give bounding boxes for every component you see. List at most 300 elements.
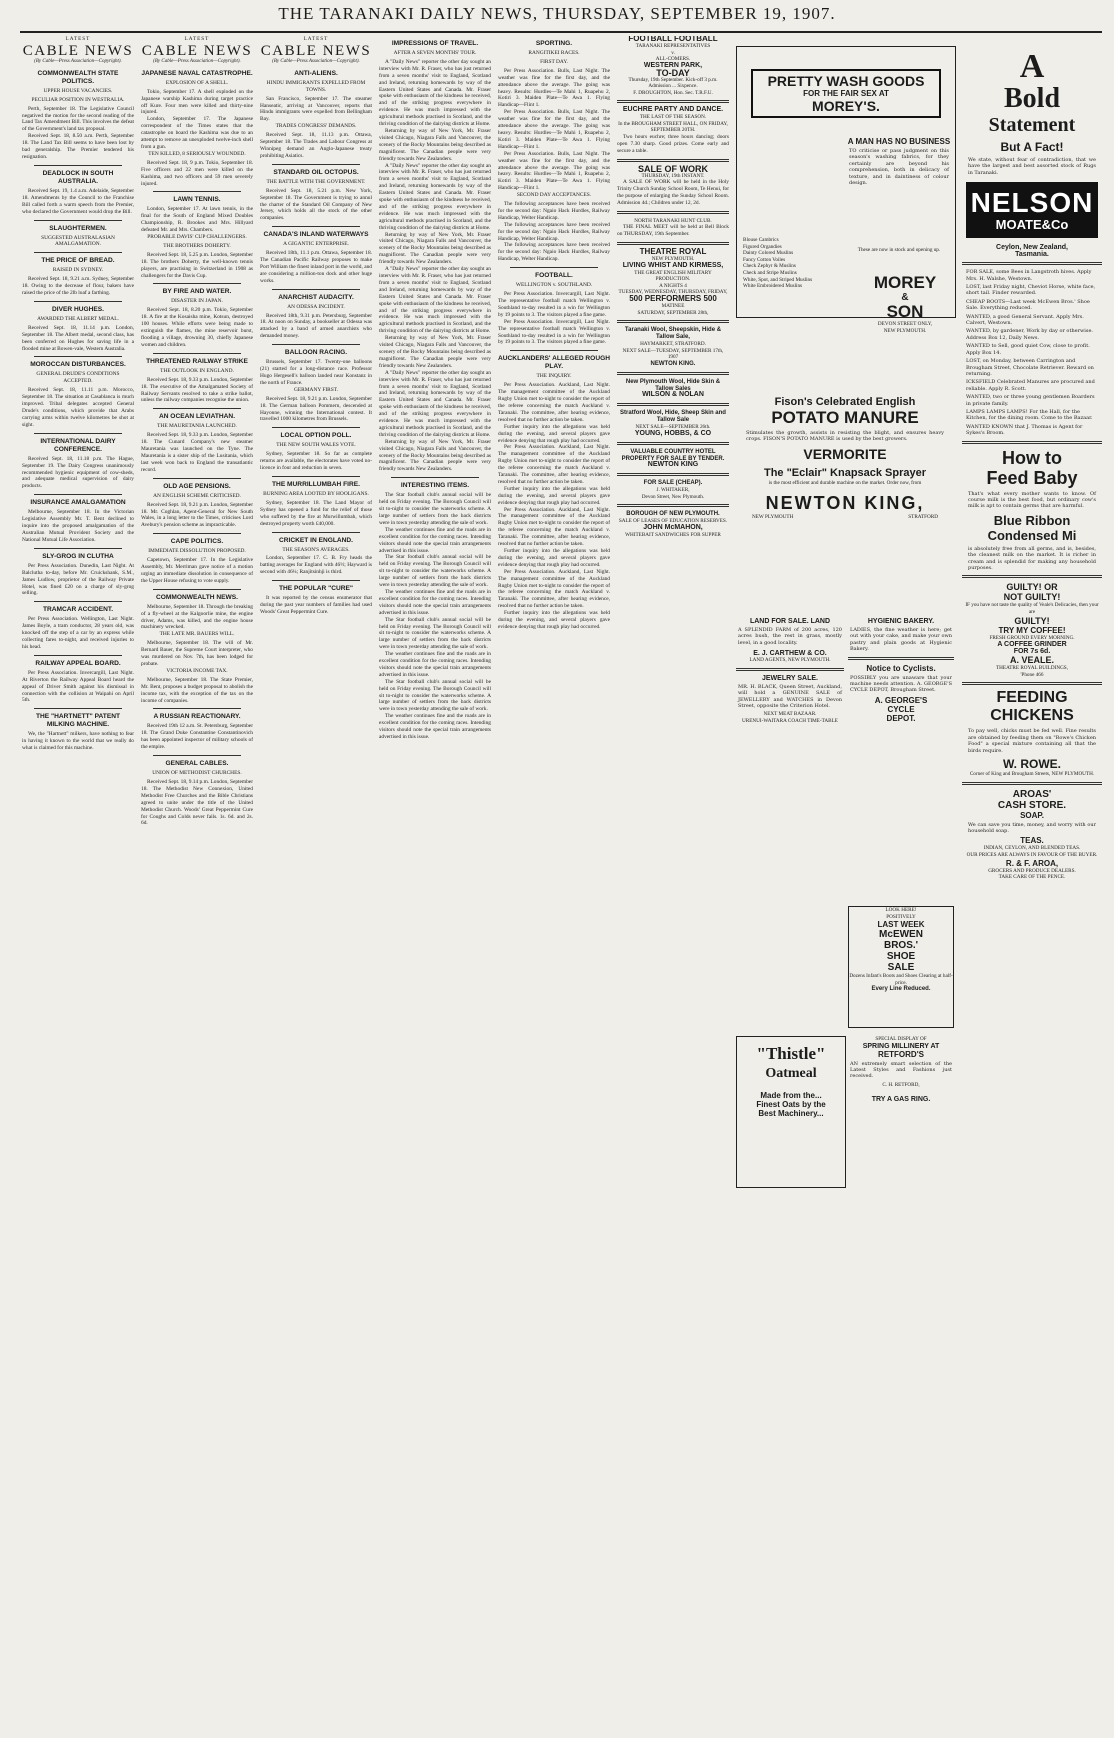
subheadline: AN ENGLISH SCHEME CRITICISED. [153, 492, 241, 499]
divider [736, 668, 844, 671]
cable-head: LATEST [65, 36, 91, 42]
ad-text: Every Line Reduced. [871, 986, 931, 993]
divider [34, 548, 122, 549]
subheadline: UNION OF METHODIST CHURCHES. [152, 770, 242, 777]
article-paragraph: Further inquiry into the allegations was held during the evening, and several players gave evidence denying that rough play had occurred. [498, 423, 610, 444]
headline: COMMONWEALTH STATE POLITICS. [37, 69, 119, 85]
ad-text: LAND FOR SALE. LAND [749, 618, 831, 625]
divider [617, 211, 729, 214]
classified-list [962, 269, 1102, 436]
headline: THREATENED RAILWAY STRIKE [146, 357, 248, 365]
classified-item: LOST, on Monday, between Carrington and Brougham Street, Chocolate Retriever. Reward on returning. [966, 358, 1094, 377]
headline: MOROCCAN DISTURBANCES. [30, 361, 126, 369]
divider [962, 682, 1102, 685]
ad-text: TEAS. [1020, 836, 1044, 846]
classified-item: WANTED, two or three young gentlemen Boarders in private family. [966, 394, 1095, 407]
article-paragraph: The Star football club's annual social will be held on Friday evening. The Borough Council will sit to-night to consider the waterworks scheme. A large number of settlers from the back districts were in town yesterday attending the sale of work. [379, 554, 491, 589]
ad-text: Fison's Celebrated English [774, 396, 916, 408]
ad-text: NOT GUILTY! [1003, 592, 1061, 603]
ad-text: INDIAN, CEYLON, AND BLENDED TEAS. [983, 845, 1081, 852]
article-paragraph: Received Sept. 18, 8.50 a.m. Perth, September 18. The Land Tax Bill seems to have been lost by bad generalship. The Premier tendered his resignation. [22, 133, 134, 160]
ad-text: SALE [887, 962, 915, 974]
article-paragraph: Received Sept. 18, 8.20 p.m. Tokio, September 18. A fire at the Kosaisha mine, Kotsun, destroyed 100 houses. While efforts were being made to extinguish the flames, the mine reservoir burst, flooding a village, drowning 30, chiefly Japanese women and children. [141, 307, 253, 348]
article-paragraph: A "Daily News" reporter the other day sought an interview with Mr. R. Fraser, who has just returned from a seven months' visit to England, Scotland and Ireland, returning homewards by way of the Eastern United States and Canada. Mr. Fraser spoke with enthusiasm of the kindness he received, and of the striking progress everywhere in evidence. He was much impressed with the agricultural methods practised in Scotland, and the thriving condition of the dairying districts at Home. [379, 162, 491, 231]
divider [272, 476, 360, 477]
ad-text: OUR PRICES ARE ALWAYS IN FAVOUR OF THE BUYER. [966, 852, 1098, 858]
ad-man-has [847, 137, 951, 188]
classified-item: WANTED, a good General Servant. Apply Mrs. Calvert, Westown. [966, 313, 1084, 327]
ad-text: URENUI-WAITARA COACH TIME-TABLE [742, 718, 838, 725]
article-paragraph: Capetown, September 17. In the Legislative Assembly, Mr. Merriman gave notice of a motion urging an immediate dissolution in consequence of the Upper House refusing to vote supply. [141, 557, 253, 584]
article-paragraph: Received Sept. 18, 9.21 p.m. London, September 18. The German balloon Pommern, descended at Hayonne, winning the International contest. It travelled 1000 kilometres from Brussels. [260, 395, 372, 423]
headline: COMMONWEALTH NEWS. [156, 593, 238, 601]
divider [153, 755, 241, 756]
headline: CANADA'S INLAND WATERWAYS [263, 231, 369, 239]
masthead-title: THE TARANAKI DAILY NEWS, THURSDAY, SEPTEMBER 19, 1907. [278, 4, 836, 23]
ad-text: McEWEN [879, 929, 923, 941]
ad-pretty-wash-banner [751, 69, 941, 118]
classified-item: WANTED, by gardener, Work by day or otherwise. Address Box 12, Daily News. [966, 328, 1094, 341]
ad-thistle [736, 1036, 846, 1188]
ad-text: VERMORITE [803, 445, 887, 462]
subheadline: THE OUTLOOK IN ENGLAND. [160, 367, 234, 374]
ad-text: Tasmania. [1015, 251, 1049, 259]
ad-text: Ceylon, New Zealand, [996, 244, 1068, 252]
ad-text: THEATRE ROYAL [639, 247, 707, 257]
ad-nelson-banner [966, 182, 1098, 238]
divider [962, 575, 1102, 578]
divider [34, 494, 122, 495]
divider [34, 601, 122, 602]
article-paragraph: Per Press Association. Auckland, Last Night. The management committee of the Auckland Rugby Union met to-night to consider the report of the referee concerning the match Auckland v. Taranaki. The committee, after hearing evidence, resolved that no further action be taken. [498, 382, 610, 423]
article-paragraph: Melbourne, September 18. In the Victorian Legislative Assembly Mr. T. Bent declined to inquire into the proposed amalgamation of the Australian Mutual Provident Society and the National Mutual Life Association. [22, 509, 134, 543]
ad-text: Corner of King and Brougham Streets, NEW PLYMOUTH. [969, 771, 1095, 777]
subheadline: SUGGESTED AUSTRALASIAN AMALGAMATION. [41, 234, 115, 248]
ad-text: NEW PLYMOUTH [752, 514, 794, 521]
ad-text: A. VEALE. [1009, 655, 1054, 666]
article-paragraph: Melbourne, September 18. The State Premier, Mr. Bent, proposes a budget proposal to abolish the income tax, with the exception of the tax on the income of companies. [141, 676, 253, 704]
subheadline: THE BROTHERS DOHERTY. [163, 242, 231, 249]
divider [272, 532, 360, 533]
ad-text: FOR THE FAIR SEX AT [803, 89, 889, 98]
cable-sub: (By Cable—Press Association—Copyright). [272, 58, 360, 64]
headline: RAILWAY APPEAL BOARD. [35, 659, 121, 667]
headline: ANARCHIST AUDACITY. [278, 293, 354, 301]
article-paragraph: London, September 17. C. B. Fry heads the batting averages for England with 46½; Hayward is second with 46¼; Ranjitsinhji is third. [260, 555, 372, 576]
ad-text: SHOE [886, 951, 916, 963]
ad-text: TAKE CARE OF THE PENCE. [998, 874, 1066, 881]
article-paragraph: Returning by way of New York, Mr. Fraser visited Chicago, Niagara Falls and Vancouver, the scenery of the Rocky Mountains being described as magnificent. The Canadian people were very friendly towards New Zealanders. [379, 231, 491, 266]
ad-football-title: FOOTBALL FOOTBALL [628, 36, 718, 43]
classified-item: LAMPS LAMPS LAMPS! For the Hall, for the Kitchen, for the dining room. Come to the Bazaar. [966, 408, 1093, 422]
article-paragraph: Per Press Association. Wellington, Last Night. James Boyle, a tram conductor, 28 years old, was knocked off the step of a car by an express while collecting fares to-night, and received injuries to his head. [22, 616, 134, 650]
headline: JAPANESE NAVAL CATASTROPHE. [141, 69, 253, 77]
article-paragraph: Received Sept. 18, 11.11 p.m. Morocco, September 18. The situation at Casablanca is much improved. Tribal delegates accepted General Drude's conditions, which provide that Arabs carrying arms within twelve kilometres be shot at sight. [22, 387, 134, 428]
ad-paragraph: A SALE OF WORK will be held in the Holy Trinity Church Sunday School Room, Te Henui, for the purpose of enlarging the Sunday School Room. Admission 4d.; Children under 12, 2d. [617, 179, 729, 206]
headline: ANTI-ALIENS. [294, 69, 338, 77]
ad-text: 'Phone 466 [1020, 671, 1044, 678]
article-paragraph: A "Daily News" reporter the other day sought an interview with Mr. R. Fraser, who has just returned from a seven months' visit to England, Scotland and Ireland, returning homewards by way of the Eastern United States and Canada. Mr. Fraser spoke with enthusiasm of the kindness he received, and of the striking progress everywhere in evidence. He was much impressed with the agricultural methods practised in Scotland, and the thriving condition of the dairying districts at Home. [379, 58, 491, 128]
ad-text: is the most efficient and durable machine on the market. Order now, from [768, 479, 922, 486]
ad-paragraph: That's what every mother wants to know. Of course milk is the best food, but ordinary cow's milk is apt to contain germs that are harmful. [968, 490, 1096, 510]
ad-text: A NIGHTS 4 [659, 282, 687, 289]
ad-text: SATURDAY, SEPTEMBER 28th, [637, 309, 709, 316]
ad-text: SALE OF WORK [638, 163, 708, 174]
headline: FOOTBALL. [535, 272, 573, 280]
ad-text: WESTERN PARK, [643, 61, 703, 69]
ad-text: NEXT SALE—TUESDAY, SEPTEMBER 17th, 1907 [622, 347, 724, 361]
subheadline: THE MAURETANIA LAUNCHED. [157, 423, 237, 430]
subheadline: THE LATE MR. BAUERS WILL. [159, 631, 235, 638]
article-paragraph: Returning by way of New York, Mr. Fraser visited Chicago, Niagara Falls and Vancouver, the scenery of the Rocky Mountains being described as magnificent. The Canadian people were very friendly towards New Zealanders. [379, 438, 491, 473]
ad-text: LAST WEEK [877, 920, 925, 930]
divider [34, 252, 122, 253]
ad-text: CYCLE [887, 704, 915, 714]
divider [153, 708, 241, 709]
headline: AN OCEAN LEVIATHAN. [158, 413, 236, 421]
fabric-item: Blouse Cambrics [743, 237, 779, 243]
fabric-item: White Embroidered Muslins [743, 283, 803, 290]
ad-text: How to [1002, 447, 1062, 468]
article-paragraph: A "Daily News" reporter the other day sought an interview with Mr. R. Fraser, who has just returned from a seven months' visit to England, Scotland and Ireland, returning homewards by way of the Eastern United States and Canada. Mr. Fraser spoke with enthusiasm of the kindness he received, and of the striking progress everywhere in evidence. He was much impressed with the agricultural methods practised in Scotland, and the thriving condition of the dairying districts at Home. [379, 369, 491, 438]
cable-title: CABLE NEWS [260, 42, 372, 59]
ad-text: Made from the... [760, 1091, 822, 1100]
ad-retfords [848, 1036, 954, 1103]
divider [510, 267, 598, 268]
article-paragraph: Per Press Association. Dunedin, Last Night. At Balclutha to-day, before Mr. Cruickshank, S.M., James Ludlow, proprietor of the Railway Private Hotel, was fined £20 on a charge of sly-grog selling. [22, 562, 134, 597]
cable-title: CABLE NEWS [22, 42, 134, 59]
classified-item: WANTED to Sell, good quiet Cow, close to profit. Apply Box 14. [966, 343, 1090, 356]
headline: TRAMCAR ACCIDENT. [42, 606, 114, 614]
article-paragraph: Sydney, September 18. So far as complete returns are available, the electorates have voted no-licence in four and reduction in seven. [260, 451, 372, 472]
subheadline: IMMEDIATE DISSOLUTION PROPOSED. [148, 548, 246, 555]
ad-text: AROAS' [1012, 788, 1052, 800]
ad-text: Bold [1003, 83, 1061, 114]
article-paragraph: Per Press Association. Invercargill, Last Night. At Riverton the Railway Appeal Board heard the appeal of Driver Smith against his dismissal in connection with the collision at Waipahi on April 5th. [22, 669, 134, 704]
ad-text: YOUNG, HOBBS, & CO [634, 429, 712, 437]
divider [617, 159, 729, 162]
headline: IMPRESSIONS OF TRAVEL. [391, 40, 479, 47]
headline: DEADLOCK IN SOUTH AUSTRALIA. [42, 169, 114, 185]
ad-text: The "Eclair" Knapsack Sprayer [763, 466, 927, 479]
divider [848, 657, 954, 660]
divider [272, 226, 360, 227]
ad-text: THURSDAY, 19th INSTANT. [641, 172, 705, 179]
article-paragraph: Perth, September 18. The Legislative Council negatived the motion for the second reading of the Land Tax Amendment Bill. This involves the defeat of the Government's land tax proposal. [22, 105, 134, 133]
article-paragraph: San Francisco, September 17. The steamer Hanseatic, arriving at Vancouver, reports that Hindu immigrants were expelled from Bellingham Bay. [260, 95, 372, 123]
divider [153, 353, 241, 354]
ad-text: FRESH GROUND EVERY MORNING. [989, 634, 1075, 641]
ad-text: SPECIAL DISPLAY OF [875, 1036, 927, 1042]
article-paragraph: It was reported by the census enumerator that during the past year numbers of families had used Woods' Great Peppermint Cure. [260, 595, 372, 615]
ad-paragraph: Stimulates the growth, assists in resisting the blight, and ensures heavy crops. FISON'S POTATO MANURE is used by the best growers. [746, 430, 944, 443]
subheadline: A GIGANTIC ENTERPRISE. [283, 241, 349, 248]
subheadline: DISASTER IN JAPAN. [171, 298, 223, 305]
fabric-item: Check Zephyr & Muslins [743, 263, 796, 270]
subheadline: PECULIAR POSITION IN WESTRALIA. [31, 96, 125, 103]
headline: LAWN TENNIS. [173, 196, 221, 204]
ad-text: TRY MY COFFEE! [998, 625, 1066, 635]
headline: INSURANCE AMALGAMATION [30, 499, 126, 507]
article-paragraph: Per Press Association. Auckland, Last Night. The management committee of the Auckland Rugby Union met to-night to consider the report of the referee concerning the match Auckland v. Taranaki. The committee, after hearing evidence, resolved that no further action be taken. [498, 444, 610, 485]
cable-sub: (By Cable—Press Association—Copyright). [34, 58, 122, 64]
ad-text: VALUABLE COUNTRY HOTEL PROPERTY FOR SALE BY TENDER. [621, 448, 725, 462]
ad-text: Notice to Cyclists. [866, 663, 936, 673]
ad-text: GROCERS AND PRODUCE DEALERS. [988, 867, 1076, 874]
headline: SLY-GROG IN CLUTHA [42, 552, 114, 560]
ad-text: A. GEORGE'S [874, 695, 928, 705]
ad-text: IF you have not taste the quality of Veale's Delicacies, then your are [965, 602, 1099, 615]
article-paragraph: Received Sept. 18, 9 p.m. Tokio, September 18. Five officers and 22 men were killed on the Kashima, and two officers and 59 men severely injured. [141, 159, 253, 187]
subheadline: THE INQUIRY. [536, 373, 572, 380]
ad-text: NEXT MEAT BAZAAR. [763, 711, 817, 718]
ad-text: E. J. CARTHEW & CO. [753, 650, 827, 658]
subheadline: AN ODESSA INCIDENT. [287, 303, 345, 310]
divider [391, 477, 479, 478]
headline: THE POPULAR "CURE" [278, 585, 354, 593]
subheadline: THE SEASON'S AVERAGES. [282, 546, 350, 553]
divider [272, 427, 360, 428]
divider [153, 408, 241, 409]
article-paragraph: Melbourne, September 18. The will of Mr. Bernard Bauer, the Supreme Court interpreter, who was murdered on Nov. 7th, has been lodged for probate. [141, 640, 253, 667]
article-paragraph: Per Press Association. Invercargill, Last Night. The representative football match Wellington v. Southland to-day resulted in a win for Wellington by 19 points to 3. The visitors played a fine game. [498, 291, 610, 318]
subheadline: EXPLOSION OF A SHELL. [165, 79, 229, 86]
ad-text: Dozens Infant's Boots and Shoes Clearing at half-price. [849, 973, 953, 986]
divider [34, 220, 122, 221]
article-paragraph: Received Sept. 18, 9.21 p.m. London, September 18. Mr. Coghlan, Agent-General for New South Wales, in a long letter to the Times, criticises Lord Avebury's pension scheme as impracticable. [141, 501, 253, 529]
ad-text: FOR SALE (CHEAP). [643, 480, 703, 487]
article-paragraph: Received 19th 12 a.m. St. Petersburg, September 18. The Grand Duke Constantine Constantinovich has been appointed inspector of military schools of the empire. [141, 723, 253, 751]
column-8-ads [962, 36, 1102, 1738]
headline: DIVER HUGHES. [51, 305, 105, 313]
ad-text: TARANAKI REPRESENTATIVES [635, 42, 711, 49]
ad-text: DEVON STREET ONLY, [877, 321, 933, 327]
subheadline: TEN KILLED, 8 SERIOUSLY WOUNDED. [148, 150, 246, 157]
divider [272, 164, 360, 165]
article-paragraph: Further inquiry into the allegations was held during the evening, and several players gave evidence denying that rough play had occurred. [498, 610, 610, 630]
subheadline: TRADES CONGRESS' DEMANDS. [275, 123, 357, 130]
column-3 [260, 36, 372, 1738]
cable-head: LATEST [303, 36, 329, 42]
ad-paragraph: LADIES, the fine weather is here; get out with your cake, and make your own pastry and plain goods at Hygienic Bakery. [850, 627, 952, 653]
ad-text: NEXT SALE—SEPTEMBER 26th. [635, 424, 711, 431]
ad-paragraph: MR. H. BLACK, Queen Street, Auckland, will hold a GENUINE SALE of JEWELLERY and WATCHES in Devon Street, opposite the Criterion Hotel. [738, 683, 842, 710]
ad-text: Admission ... Sixpence. [648, 83, 698, 90]
headline: CRICKET IN ENGLAND. [279, 536, 353, 544]
masthead-rule [20, 31, 1102, 33]
divider [34, 301, 122, 302]
subheadline: GERMANY FIRST. [293, 386, 339, 393]
ad-text: Thursday, 19th September. Kick-off 3 p.m. [628, 76, 718, 83]
divider [617, 442, 729, 445]
ad-text: SPRING MILLINERY AT [862, 1042, 940, 1050]
subheadline: GENERAL DRUDE'S CONDITIONS ACCEPTED. [36, 371, 120, 385]
divider [617, 320, 729, 323]
fabric-item: Fancy Cotton Voiles [743, 256, 786, 263]
ad-text: NEWTON KING, [765, 493, 925, 514]
divider [34, 433, 122, 434]
divider [962, 262, 1102, 265]
article-paragraph: Sydney, September 18. The Land Mayor of Sydney has opened a fund for the relief of those who suffered by the fire at Murwillumbah, which destroyed property worth £40,000. [260, 499, 372, 527]
ad-text: TUESDAY, WEDNESDAY, THURSDAY, FRIDAY, [618, 289, 728, 296]
ad-text: HYGIENIC BAKERY. [867, 618, 935, 625]
divider [153, 478, 241, 479]
ad-text: FOR 7s 6d. [1013, 648, 1051, 656]
ad-text: C. H. RETFORD, [882, 1081, 920, 1088]
ad-text: PRETTY WASH GOODS [767, 73, 925, 89]
divider [34, 655, 122, 656]
ad-text: THE GREAT ENGLISH MILITARY PRODUCTION. [634, 269, 712, 283]
ad-text: GUILTY! [1014, 615, 1050, 626]
article-paragraph: Received Sept. 18, 5.21 p.m. New York, September 18. The Government is trying to annul the charter of the Standard Oil Company of New Jersey, which holds all the stock of the other companies. [260, 187, 372, 222]
headline: SLAUGHTERMEN. [49, 224, 107, 232]
article-paragraph: London, September 17. At lawn tennis, in the final for the South of England Mixed Doubles Championship, R. Brookes and Mrs. Hillyard defeated Mr. and Mrs. Chambers. [141, 206, 253, 234]
fabric-item: Figured Organdies [743, 243, 782, 250]
article-paragraph: Further inquiry into the allegations was held during the evening, and several players gave evidence denying that rough play had occurred. [498, 485, 610, 506]
ad-text: MATINEE [661, 302, 685, 309]
ad-text: 500 PERFORMERS 500 [629, 294, 717, 303]
article-paragraph: Received Sept. 18, 9.33 p.m. London, September 18. The Cunard Company's new steamer Mauretania was launched on the Tyne. The Mauretania is a sister ship of the Lusitania, which last week won back to England the transatlantic record. [141, 432, 253, 473]
ad-paragraph: AN extremely smart selection of the Latest Styles and Fashions just received. [850, 1060, 952, 1080]
classified-item: FOR SALE, some Bees in Langstroth hives. Apply Mrs. H. Walshe, Westown. [966, 269, 1092, 282]
cable-head: LATEST [184, 36, 210, 42]
subheadline: RANGITIKEI RACES. [528, 50, 580, 56]
fabric-item: White, Spot, and Striped Muslins [743, 276, 813, 283]
column-1 [22, 36, 134, 1738]
ad-paragraph: To pay well, chicks must be fed well. Fine results are obtained by feeding them on "Rowe's Chicken Food" a special mixture containing all that the birds require. [968, 728, 1096, 754]
subheadline: UPPER HOUSE VACANCIES. [43, 87, 113, 94]
ad-text: DEPOT. [886, 713, 916, 723]
divider [617, 504, 729, 507]
headline: CAPE POLITICS. [170, 538, 224, 546]
ad-text: SON [886, 302, 924, 321]
divider [272, 344, 360, 345]
divider [153, 191, 241, 192]
divider [617, 242, 729, 245]
ad-text: W. ROWE. [1003, 757, 1061, 771]
ad-text: A MAN HAS NO BUSINESS [847, 137, 951, 146]
ad-text: WILSON & NOLAN [642, 391, 704, 399]
headline: SPORTING. [535, 40, 573, 47]
cable-title: CABLE NEWS [141, 42, 253, 59]
article-paragraph: Brussels, September 17. Twenty-one balloons (21) started for a long-distance race. Professor Hugo Hergesell's balloon landed near Konstanz in the north of France. [260, 359, 372, 386]
column-2 [141, 36, 253, 1738]
ad-text: & [901, 292, 909, 303]
ad-morey-son [856, 274, 954, 362]
ad-text: Best Machinery... [758, 1109, 824, 1118]
ad-text: GUILTY! OR [1006, 582, 1058, 593]
ad-text: WHITEBAIT SANDWICHES FOR SUPPER [625, 531, 721, 538]
ad-text: THEATRE ROYAL BUILDINGS, [996, 665, 1068, 672]
ad-text: ALL-COMERS. [655, 56, 691, 63]
fabric-item: Check and Stripe Muslins [743, 269, 797, 276]
headline: THE PRICE OF BREAD. [41, 257, 115, 265]
ad-mcewen [848, 906, 954, 1028]
article-paragraph: The weather continues fine and the roads are in excellent condition for the coming races. Intending visitors should note the special train arrangements advertised in this issue. [379, 713, 491, 740]
ad-text: Stratford Wool, Hide, Sheep Skin and Tallow Sale [620, 410, 726, 424]
ad-text: FEEDING [996, 689, 1068, 707]
cable-sub: (By Cable—Press Association—Copyright). [153, 58, 241, 64]
classified-item: CHEAP BOOTS—Last week McEwen Bros.' Shoe Sale. Everything reduced. [966, 298, 1090, 312]
article-paragraph: A "Daily News" reporter the other day sought an interview with Mr. R. Fraser, who has just returned from a seven months' visit to England, Scotland and Ireland, returning homewards by way of the Eastern United States and Canada. Mr. Fraser spoke with enthusiasm of the kindness he received, and of the striking progress everywhere in evidence. He was much impressed with the agricultural methods practised in Scotland, and the thriving condition of the dairying districts at Home. [379, 266, 491, 335]
article-paragraph: Melbourne, September 18. Through the breaking of a fly-wheel at the Kalgoorlie mine, the engine driver, Adams, was killed, and the engine house machinery wrecked. [141, 603, 253, 631]
headline: BY FIRE AND WATER. [162, 288, 232, 296]
ad-text: NORTH TARANAKI HUNT CLUB. [634, 217, 712, 224]
ad-paragraph: POSSIBLY you are unaware that your machine needs attention. A. GEORGE'S CYCLE DEPOT, Brougham Street. [850, 674, 952, 694]
article-paragraph: The Star football club's annual social will be held on Friday evening. The Borough Council will sit to-night to consider the waterworks scheme. A large number of settlers from the back districts were in town yesterday attending the sale of work. [379, 492, 491, 526]
column-5 [498, 36, 610, 1738]
article-paragraph: Per Press Association. Invercargill, Last Night. The representative football match Wellington v. Southland to-day resulted in a win for Wellington by 19 points to 3. The visitors played a fine game. [498, 318, 610, 346]
ad-text: CHICKENS [990, 707, 1074, 725]
headline: INTERNATIONAL DAIRY CONFERENCE. [40, 437, 116, 453]
divider [34, 165, 122, 166]
subheadline: FIRST DAY. [540, 58, 568, 65]
ad-fisons [736, 396, 954, 606]
article-paragraph: Received Sept. 18, 9.14 p.m. London, September 18. The Methodist New Connexion, United Methodist Free Churches and the Bible Christians agreed to unite under the title of the United Methodist Church. Woods' Great Peppermint Cure for Coughs and Colds never fails. 1s. 6d. and 2s. 6d. [141, 778, 253, 827]
article-paragraph: The following acceptances have been received for the second day: Ngaio Hack Hurdles, Railway Handicap, Welter Handicap. [498, 201, 610, 221]
article-paragraph: Received 18th, 11.1 p.m. Ottawa, September 18. The Canadian Pacific Railway proposes to make Port William the finest inland port in the world, and are considering a million-ton dock and other huge works. [260, 250, 372, 284]
fabric-item: Dainty Colored Muslins [743, 250, 794, 257]
ad-text: F. DROUGHTON, Hon. Sec. T.R.F.U. [633, 89, 713, 96]
ad-text: "Thistle" [756, 1044, 826, 1063]
ad-text: NEW PLYMOUTH. [651, 256, 695, 263]
divider [617, 100, 729, 103]
ad-text: MOATE&Co [995, 217, 1069, 233]
ad-towns [752, 514, 938, 521]
masthead [0, 4, 1114, 30]
ad-text: But A Fact! [1000, 140, 1064, 154]
ad-text: v. [671, 49, 675, 56]
divider [510, 350, 598, 351]
divider [34, 356, 122, 357]
ad-text: EUCHRE PARTY AND DANCE. [622, 106, 724, 114]
headline: THE MURRILLUMBAH FIRE. [272, 480, 360, 488]
article-paragraph: Received Sept. 18, 9.33 p.m. London, September 18. The executive of the Amalgamated Society of Railway Servants resolved to take a strike ballot, unless the railway companies recognise the union. [141, 376, 253, 404]
ad-text: In the BROUGHAM STREET HALL, ON FRIDAY, SEPTEMBER 20TH. [618, 120, 728, 134]
ad-text: R. & F. AROA, [1005, 858, 1059, 868]
divider [962, 441, 1102, 444]
ad-text: Feed Baby [986, 467, 1078, 488]
article-paragraph: Further inquiry into the allegations was held during the evening, and several players gave evidence denying that rough play had occurred. [498, 548, 610, 568]
article-paragraph: Tokio, September 17. A shell exploded on the Japanese warship Kashima during target practice off Kure. Four men were killed and thirty-nine injured. [141, 88, 253, 116]
article-paragraph: Received Sept. 19, 1.4 a.m. Adelaide, September 18. Amendments by the Council to the Franchise Bill called forth a warm speech from the Premier, who declared the Government would drop the Bill. [22, 187, 134, 215]
article-paragraph: The Star football club's annual social will be held on Friday evening. The Borough Council will sit to-night to consider the waterworks scheme. A large number of settlers from the back districts were in town yesterday attending the sale of work. [379, 616, 491, 651]
article-paragraph: We, the "Hartnett" milkers, have nothing to fear in having it known to the world that we really do what is claimed for this machine. [22, 731, 134, 752]
divider [272, 580, 360, 581]
article-paragraph: The Star football club's annual social will be held on Friday evening. The Borough Council will sit to-night to consider the waterworks scheme. A large number of settlers from the back districts were in town yesterday attending the sale of work. [379, 678, 491, 713]
ad-text: CASH STORE. [997, 799, 1067, 811]
subheadline: PROBABLE DAVIS' CUP CHALLENGERS. [147, 234, 247, 241]
subheadline: VICTORIA INCOME TAX. [166, 667, 228, 674]
ad-text: THE LAST OF THE SEASON. [639, 114, 707, 121]
ad-text: Devon Street, New Plymouth. [641, 493, 705, 500]
divider [153, 283, 241, 284]
ad-text: STRATFORD [908, 514, 938, 521]
ad-text: TO-DAY [656, 67, 690, 78]
headline: OLD AGE PENSIONS. [163, 482, 231, 490]
ad-text: Condensed Mi [987, 527, 1077, 543]
ad-land [736, 618, 844, 725]
article-paragraph: Per Press Association. Bulls, Last Night. The weather was fine for the first day, and the attendance above the average. The going was heavy. Results: Hurdles—Te Mahi 1, Ruapehu 2, Kotiri 3. Maiden Plate—Te Awa 1. Flying Handicap—Flint 1. [498, 150, 610, 192]
article-paragraph: The weather continues fine and the roads are in excellent condition for the coming races. Intending visitors should note the special train arrangements advertised in this issue. [379, 651, 491, 678]
ad-paragraph: We state, without fear of contradiction, that we have the largest and best assorted stock of Rugs in Taranaki. [968, 157, 1096, 176]
ad-text: JEWELRY SALE. [761, 674, 818, 682]
article-paragraph: Per Press Association. Bulls, Last Night. The weather was fine for the first day, and the attendance above the average. The going was heavy. Results: Hurdles—Te Mahi 1, Ruapehu 2, Kotiri 3. Maiden Plate—Te Awa 1. Flying Handicap—Flint 1. [498, 109, 610, 150]
classified-item: LOST, last Friday night, Cheviot Horse, white face, short tail. Finder rewarded. [966, 284, 1096, 297]
article-paragraph: Received 18th, 9.31 p.m. Petersburg, September 18. At noon on Sunday, a bookseller at Odessa was attacked by a band of armed anarchists who demanded money. [260, 312, 372, 340]
divider [617, 372, 729, 375]
article-paragraph: London, September 17. The Japanese correspondent of the Times states that the catastrophe on board the Kashima was due to an attempt to remove an unexploded twelve-inch shell from a gun. [141, 116, 253, 150]
